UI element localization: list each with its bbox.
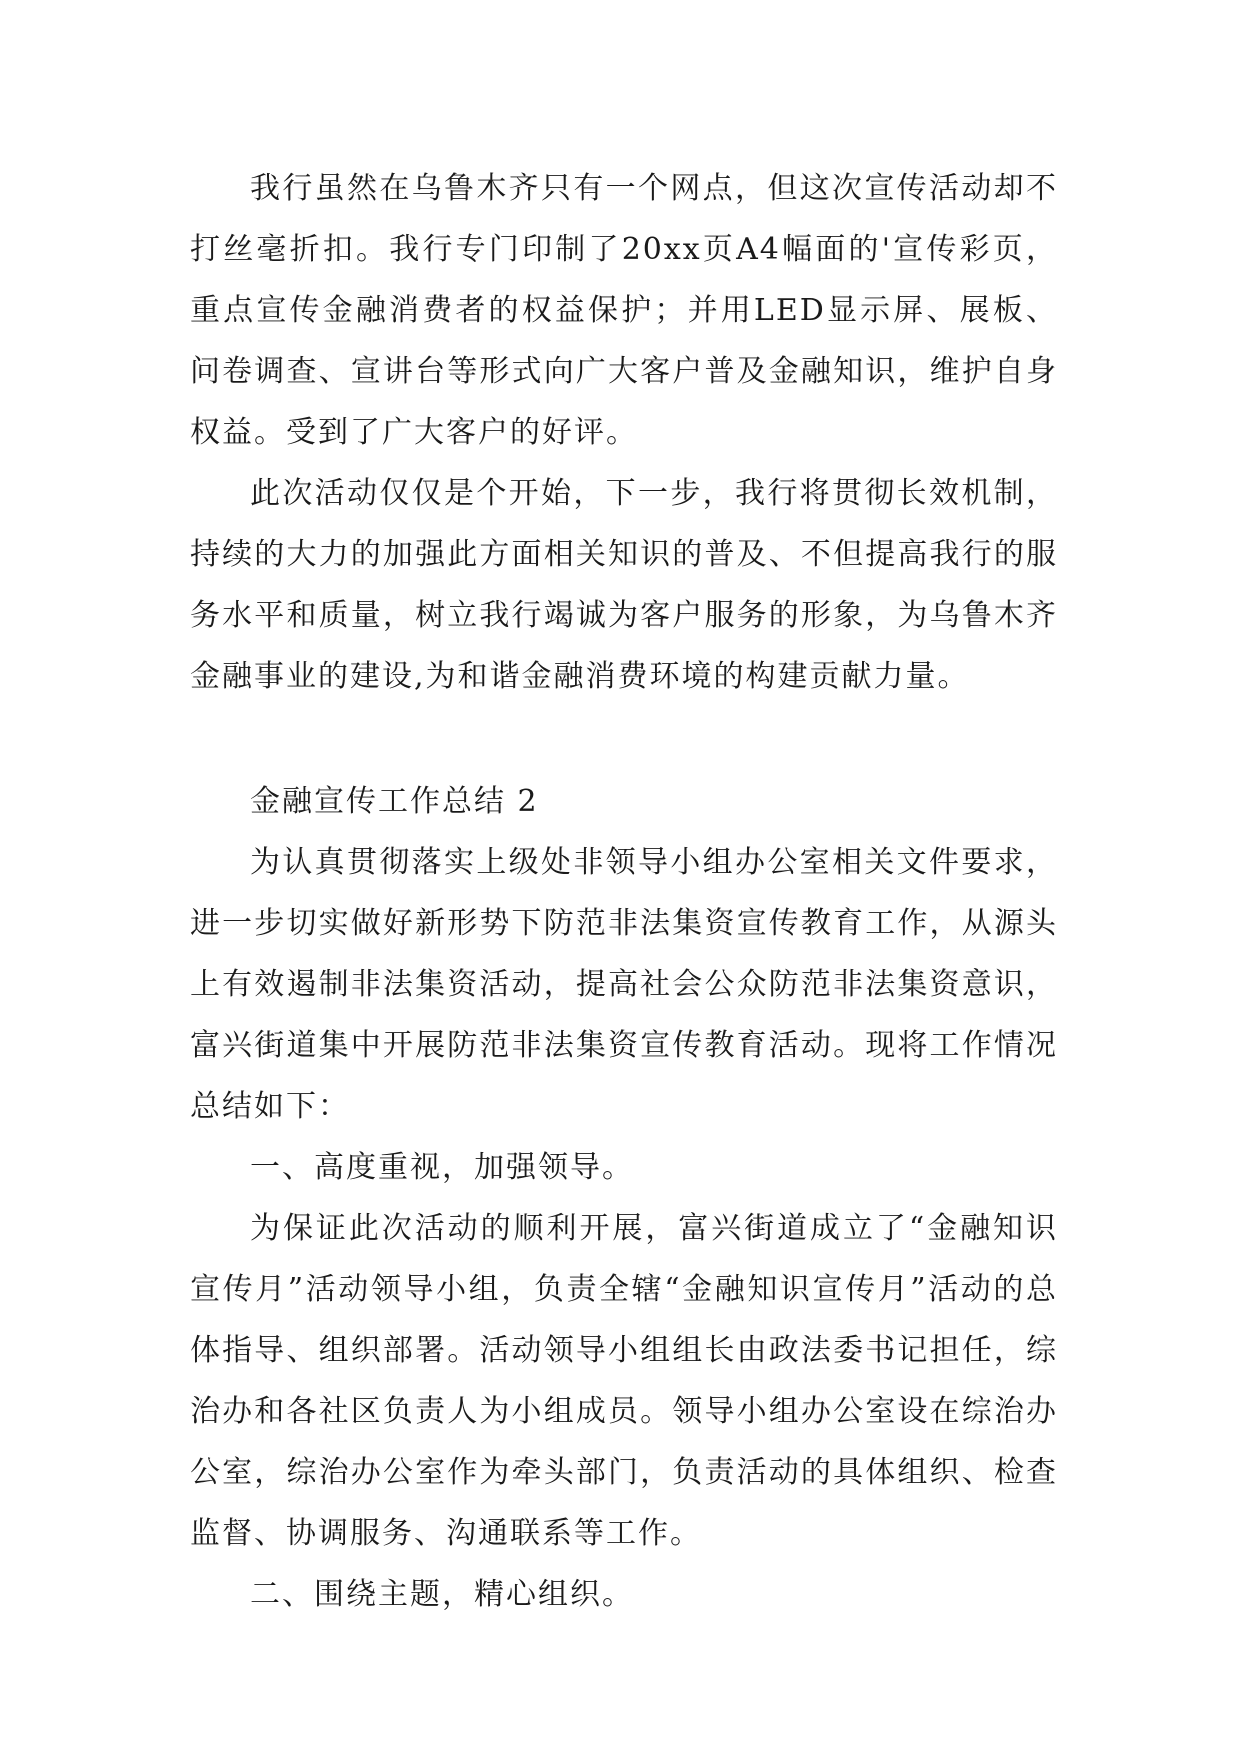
paragraph-next-steps: 此次活动仅仅是个开始，下一步，我行将贯彻长效机制，持续的大力的加强此方面相关知识的普及、不但提高我行的服务水平和质量，树立我行竭诚为客户服务的形象，为乌鲁木齐金融事业的建设,为和谐金融消费环境的构建贡献力量。 xyxy=(190,476,1058,694)
paragraph-branch-campaign: 我行虽然在乌鲁木齐只有一个网点，但这次宣传活动却不打丝毫折扣。我行专门印制了20xx页A4幅面的'宣传彩页，重点宣传金融消费者的权益保护；并用LED显示屏、展板、问卷调查、宣讲台等形式向广大客户普及金融知识，维护自身权益。受到了广大客户的好评。 xyxy=(190,171,1058,450)
document-body xyxy=(190,158,1058,1625)
section-title: 金融宣传工作总结 2 xyxy=(250,784,539,819)
section-spacer xyxy=(190,707,1058,771)
paragraph-intro: 为认真贯彻落实上级处非领导小组办公室相关文件要求，进一步切实做好新形势下防范非法集资宣传教育工作，从源头上有效遏制非法集资活动，提高社会公众防范非法集资意识，富兴街道集中开展防范非法集资宣传教育活动。现将工作情况总结如下： xyxy=(190,845,1058,1124)
paragraph-leadership-group: 为保证此次活动的顺利开展，富兴街道成立了“金融知识宣传月”活动领导小组，负责全辖“金融知识宣传月”活动的总体指导、组织部署。活动领导小组组长由政法委书记担任，综治办和各社区负责人为小组成员。领导小组办公室设在综治办公室，综治办公室作为牵头部门，负责活动的具体组织、检查监督、协调服务、沟通联系等工作。 xyxy=(190,1211,1058,1551)
subheading-one: 一、高度重视，加强领导。 xyxy=(250,1150,634,1185)
subheading-two: 二、围绕主题，精心组织。 xyxy=(250,1577,634,1612)
